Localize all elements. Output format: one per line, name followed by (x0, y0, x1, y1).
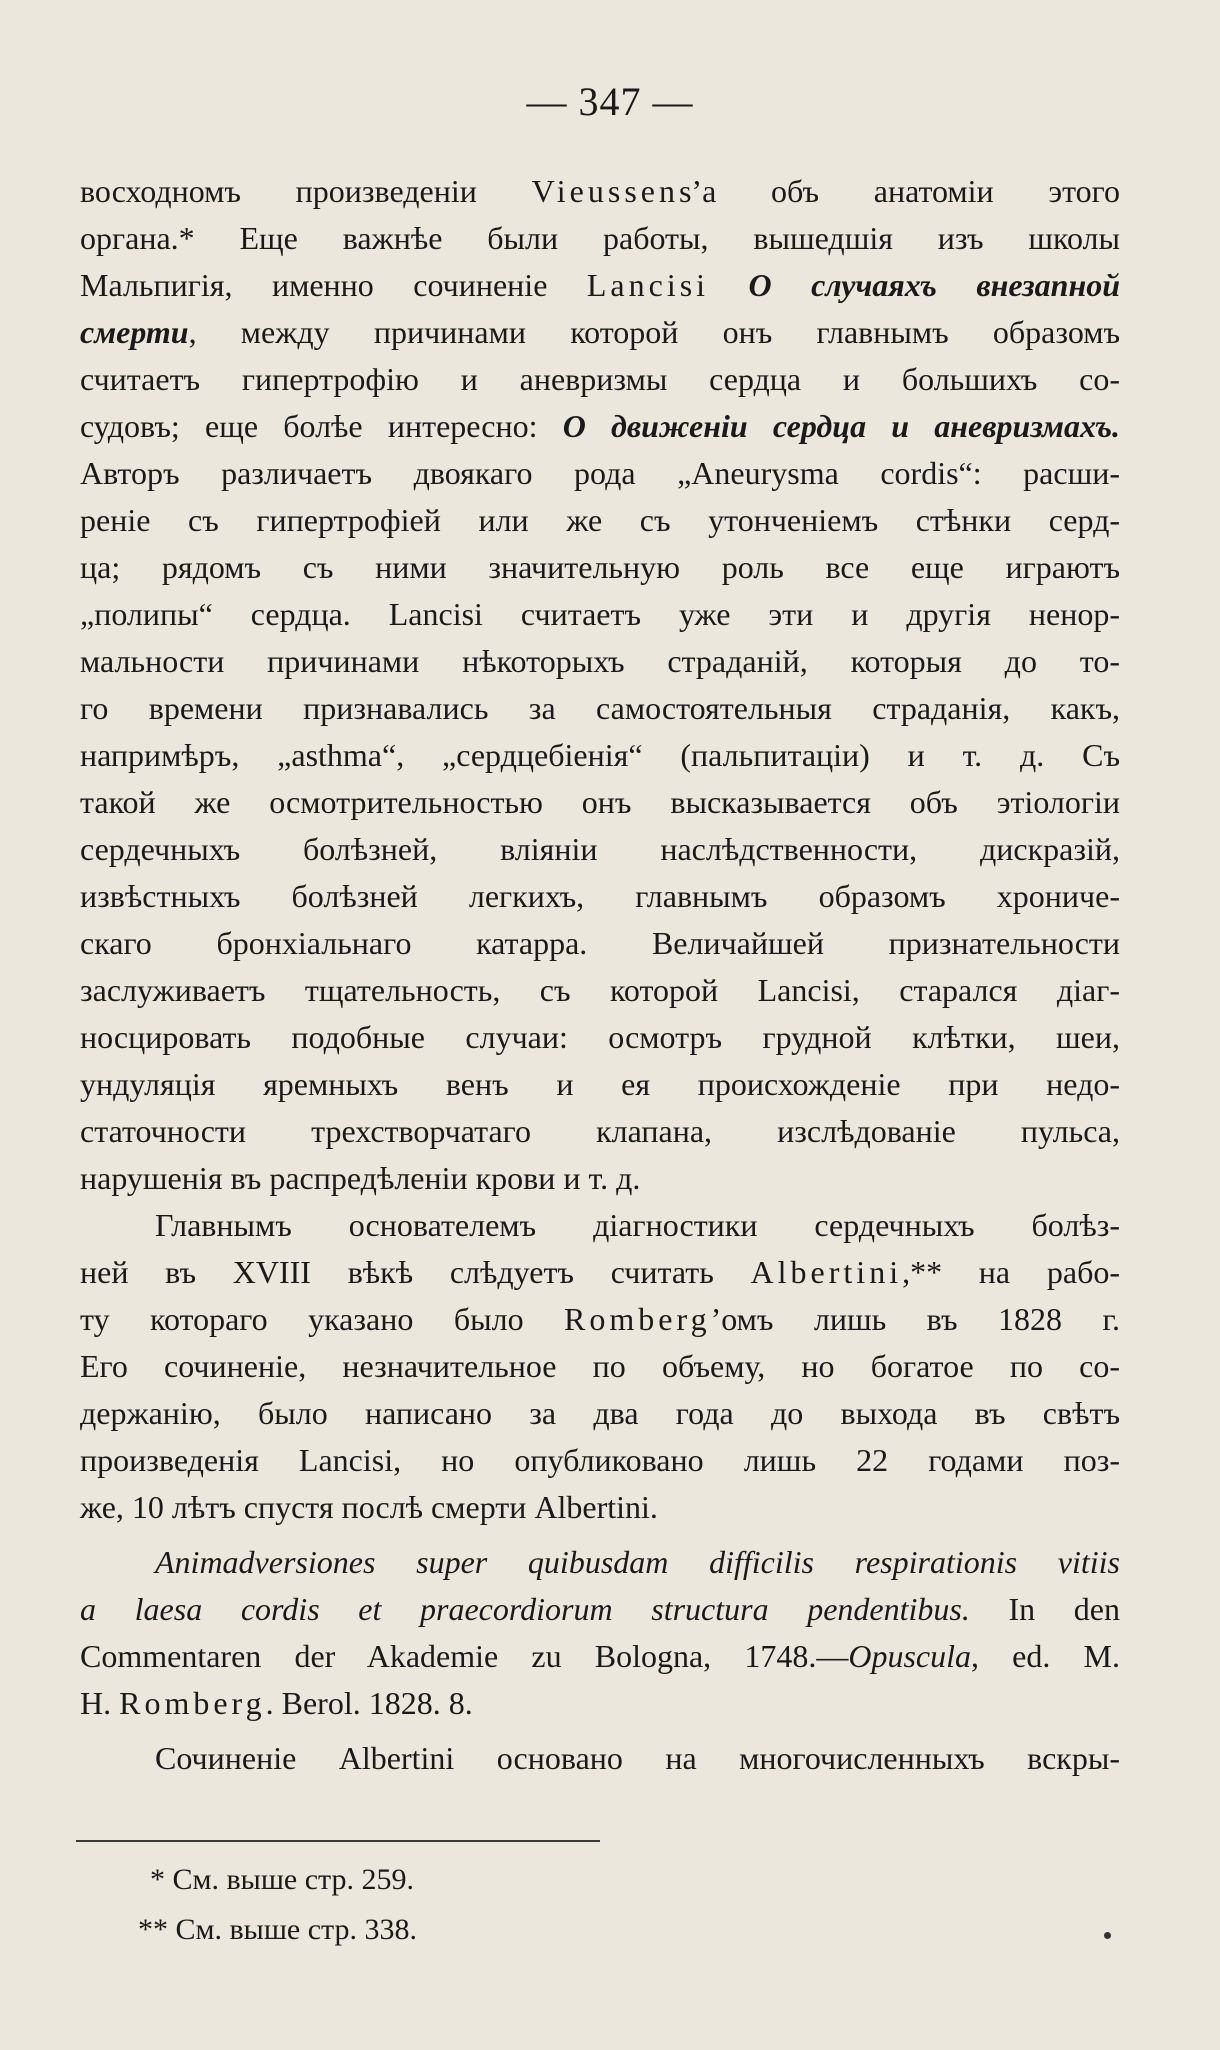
text-line (80, 356, 1120, 403)
text-run: H. (80, 1685, 120, 1721)
text-run: Сочиненіе Albertini основано на многочисленныхъ вскры- (155, 1740, 1120, 1776)
text-run: извѣстныхъ болѣзней легкихъ, главнымъ образомъ хрониче- (80, 878, 1120, 914)
text-line (80, 262, 1120, 309)
text-run: Vieussen (531, 173, 679, 209)
text-run: носцировать подобные случаи: осмотръ грудной клѣтки, шеи, (80, 1019, 1120, 1055)
text-run: Мальпигія, именно сочиненіе (80, 267, 587, 303)
text-run: Lancisi (586, 267, 710, 303)
text-run: In den (969, 1591, 1120, 1627)
text-run: считаетъ гипертрофію и аневризмы сердца и большихъ со- (80, 361, 1120, 397)
text-line (80, 1249, 1120, 1296)
text-run: , между причинами которой онъ главнымъ образомъ (188, 314, 1120, 350)
text-run: реніе съ гипертрофіей или же съ утонченіемъ стѣнки серд- (80, 502, 1120, 538)
text-run: произведенія Lancisi, но опубликовано лишь 22 годами поз- (80, 1442, 1120, 1478)
text-line (80, 1390, 1120, 1437)
text-run: го времени признавались за самостоятельныя страданія, какъ, (80, 690, 1120, 726)
ink-speck (1104, 1932, 1111, 1939)
text-run: a laesa cordis et praecordiorum structura pendentibus. (80, 1591, 970, 1627)
text-run: ’омъ лишь въ 1828 г. (710, 1301, 1121, 1337)
text-run: скаго бронхіальнаго катарра. Величайшей признательности (80, 925, 1120, 961)
text-run: Albertini (750, 1254, 903, 1290)
text-line (80, 732, 1120, 779)
text-line (80, 920, 1120, 967)
body-text (80, 168, 1120, 1782)
text-line (80, 1108, 1120, 1155)
text-run: ундуляція яремныхъ венъ и ея происхожденіе при недо- (80, 1066, 1120, 1102)
text-run: ца; рядомъ съ ними значительную роль все еще играютъ (80, 549, 1120, 585)
text-run: Его сочиненіе, незначительное по объему, но богатое по со- (80, 1348, 1120, 1384)
citation-line (80, 1633, 1120, 1680)
page-number: — 347 — (526, 79, 694, 124)
text-line (80, 497, 1120, 544)
text-line (80, 1484, 1120, 1531)
citation-line (80, 1680, 1120, 1727)
text-line (80, 1061, 1120, 1108)
text-line (80, 1735, 1120, 1782)
text-run: заслуживаетъ тщательность, съ которой Lancisi, старался діаг- (80, 972, 1120, 1008)
text-run: ,** на рабо- (902, 1254, 1121, 1290)
text-run: восходномъ произведеніи (80, 173, 532, 209)
footnote-1: * См. выше стр. 259. (150, 1863, 415, 1896)
text-line (80, 403, 1120, 450)
text-run: смерти (80, 314, 189, 350)
text-run: напримѣръ, „asthma“, „сердцебіенія“ (пальпитаціи) и т. д. Съ (80, 737, 1120, 773)
text-line (80, 309, 1120, 356)
footnote-2: ** См. выше стр. 338. (138, 1913, 418, 1946)
text-run: же, 10 лѣтъ спустя послѣ смерти Albertini. (80, 1489, 658, 1525)
text-run: „полипы“ сердца. Lancisi считаетъ уже эти и другія ненор- (80, 596, 1120, 632)
text-run: Главнымъ основателемъ діагностики сердечныхъ болѣз- (155, 1207, 1120, 1243)
text-line (80, 168, 1120, 215)
text-line (80, 215, 1120, 262)
text-line (80, 638, 1120, 685)
text-line (80, 967, 1120, 1014)
text-line (80, 544, 1120, 591)
text-run: Animadversiones super quibusdam difficilis respirationis vitiis (155, 1544, 1120, 1580)
text-line (80, 873, 1120, 920)
text-run: судовъ; еще болѣе интересно: (80, 408, 563, 444)
text-line (80, 779, 1120, 826)
text-line (80, 1343, 1120, 1390)
text-run: ту котораго указано было (80, 1301, 565, 1337)
text-line (80, 1296, 1120, 1343)
text-run: Romberg (119, 1685, 266, 1721)
text-line (80, 1014, 1120, 1061)
text-run: сердечныхъ болѣзней, вліяніи наслѣдственности, дискразій, (80, 831, 1120, 867)
text-run: такой же осмотрительностью онъ высказывается объ этіологіи (80, 784, 1120, 820)
text-line (80, 1155, 1120, 1202)
citation-line (80, 1586, 1120, 1633)
text-run: Авторъ различаетъ двоякаго рода „Aneurysma cordis“: расши- (80, 455, 1120, 491)
text-run (709, 267, 748, 303)
text-line (80, 1437, 1120, 1484)
text-run: О движеніи сердца и аневризмахъ. (562, 408, 1121, 444)
text-run: Commentaren der Akademie zu Bologna, 1748.— (80, 1638, 849, 1674)
text-run: органа.* Еще важнѣе были работы, вышедшія изъ школы (80, 220, 1120, 256)
text-run: Opuscula (848, 1638, 972, 1674)
text-run: . Berol. 1828. 8. (265, 1685, 473, 1721)
text-run: статочности трехстворчатаго клапана, изслѣдованіе пульса, (80, 1113, 1120, 1149)
text-run: , ed. M. (971, 1638, 1121, 1674)
text-run: s’a объ анатоміи этого (678, 173, 1121, 209)
text-line (80, 1202, 1120, 1249)
footnote-separator (76, 1840, 600, 1842)
text-run: ней въ XVIII вѣкѣ слѣдуетъ считать (80, 1254, 751, 1290)
text-run: Romberg (564, 1301, 711, 1337)
text-line (80, 685, 1120, 732)
citation-line (80, 1539, 1120, 1586)
text-line (80, 591, 1120, 638)
text-line (80, 450, 1120, 497)
text-run: О случаяхъ внезапной (748, 267, 1120, 303)
text-run: мальности причинами нѣкоторыхъ страданій, которыя до то- (80, 643, 1120, 679)
text-run: держанію, было написано за два года до выхода въ свѣтъ (80, 1395, 1120, 1431)
text-line (80, 826, 1120, 873)
text-run: нарушенія въ распредѣленіи крови и т. д. (80, 1160, 641, 1196)
